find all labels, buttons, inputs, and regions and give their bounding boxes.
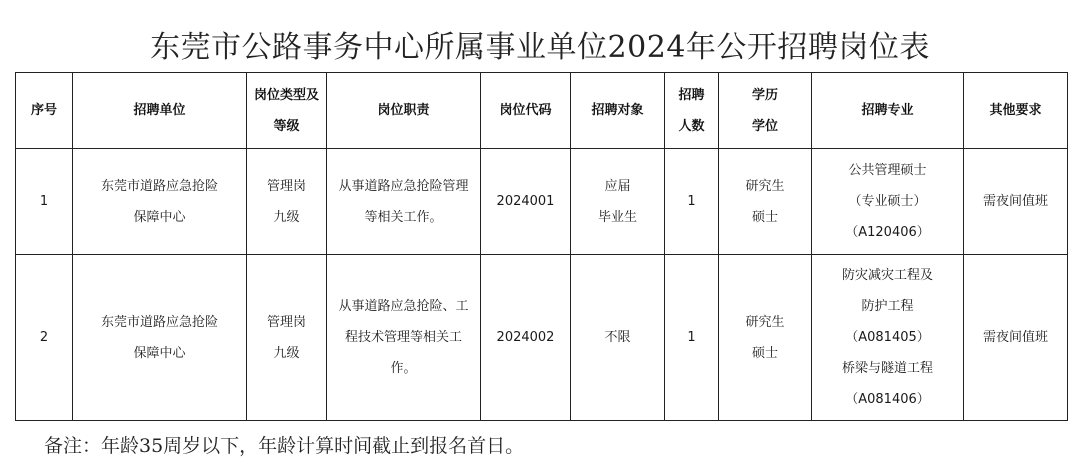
cell-major: 公共管理硕士 （专业硕士） （A120406） — [812, 149, 964, 255]
header-count: 招聘 人数 — [665, 73, 719, 149]
recruitment-table — [15, 72, 1068, 421]
cell-count: 1 — [665, 149, 719, 255]
cell-unit: 东莞市道路应急抢险 保障中心 — [73, 255, 247, 421]
header-degree: 学历 学位 — [719, 73, 812, 149]
header-index: 序号 — [16, 73, 73, 149]
cell-other: 需夜间值班 — [964, 149, 1068, 255]
page-title: 东莞市公路事务中心所属事业单位2024年公开招聘岗位表 — [150, 30, 930, 65]
cell-post-code: 2024001 — [481, 149, 571, 255]
cell-post-type: 管理岗 九级 — [247, 149, 327, 255]
cell-index: 2 — [16, 255, 73, 421]
header-post-code: 岗位代码 — [481, 73, 571, 149]
cell-post-type: 管理岗 九级 — [247, 255, 327, 421]
header-major: 招聘专业 — [812, 73, 964, 149]
table-row — [16, 149, 1068, 255]
cell-other: 需夜间值班 — [964, 255, 1068, 421]
cell-degree: 研究生 硕士 — [719, 255, 812, 421]
cell-duties: 从事道路应急抢险、工 程技术管理等相关工 作。 — [327, 255, 481, 421]
header-duties: 岗位职责 — [327, 73, 481, 149]
header-other: 其他要求 — [964, 73, 1068, 149]
table-header-row — [16, 73, 1068, 149]
table-row — [16, 255, 1068, 421]
cell-post-code: 2024002 — [481, 255, 571, 421]
cell-degree: 研究生 硕士 — [719, 149, 812, 255]
cell-duties: 从事道路应急抢险管理 等相关工作。 — [327, 149, 481, 255]
footnote: 备注：年龄35周岁以下，年龄计算时间截止到报名首日。 — [44, 435, 525, 457]
header-target: 招聘对象 — [571, 73, 665, 149]
cell-target: 应届 毕业生 — [571, 149, 665, 255]
header-unit: 招聘单位 — [73, 73, 247, 149]
cell-index: 1 — [16, 149, 73, 255]
cell-unit: 东莞市道路应急抢险 保障中心 — [73, 149, 247, 255]
cell-count: 1 — [665, 255, 719, 421]
cell-target: 不限 — [571, 255, 665, 421]
header-post-type: 岗位类型及 等级 — [247, 73, 327, 149]
cell-major: 防灾减灾工程及 防护工程 （A081405） 桥梁与隧道工程 （A081406） — [812, 255, 964, 421]
